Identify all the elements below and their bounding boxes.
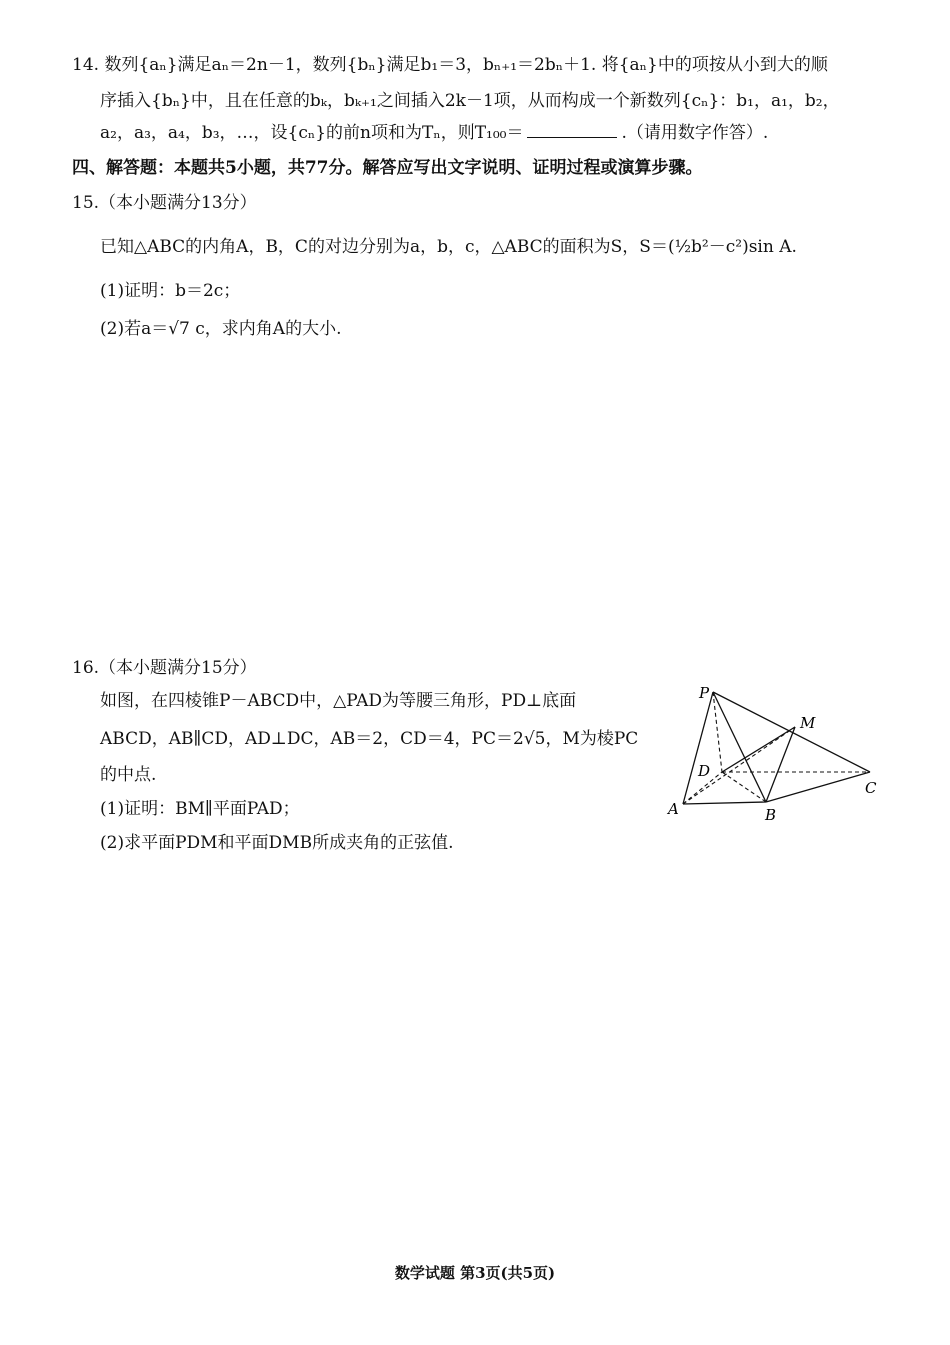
q15-part-1: (1)证明：b＝2c； bbox=[100, 281, 241, 301]
q15-part-2: (2)若a＝√7 c，求内角A的大小. bbox=[100, 319, 342, 339]
q14-line-3 bbox=[100, 118, 768, 143]
edge-PB bbox=[713, 692, 766, 802]
answer-blank bbox=[527, 136, 617, 138]
q15-header: 15.（本小题满分13分） bbox=[72, 193, 257, 213]
pyramid-figure bbox=[665, 680, 895, 830]
q16-line-3: 的中点. bbox=[100, 765, 157, 785]
q16-header: 16.（本小题满分15分） bbox=[72, 658, 257, 678]
edge-PA bbox=[683, 692, 713, 804]
edge-PD bbox=[713, 692, 722, 772]
q14-line-3-suffix: .（请用数字作答）. bbox=[621, 123, 769, 143]
label-C: C bbox=[865, 779, 877, 797]
label-B: B bbox=[765, 806, 777, 824]
label-A: A bbox=[668, 800, 679, 818]
q14-line-2: 序插入{bₙ}中，且在任意的bₖ，bₖ₊₁之间插入2k－1项，从而构成一个新数列{cₙ}：b₁，a₁，b₂， bbox=[100, 91, 840, 111]
edge-AB bbox=[683, 802, 766, 804]
edge-PC bbox=[713, 692, 870, 772]
q16-line-2: ABCD，AB∥CD，AD⊥DC，AB＝2，CD＝4，PC＝2√5，M为棱PC bbox=[100, 729, 639, 749]
q14-line-3-prefix: a₂，a₃，a₄，b₃，…，设{cₙ}的前n项和为Tₙ，则T₁₀₀＝ bbox=[100, 123, 524, 143]
q16-line-1: 如图，在四棱锥P－ABCD中，△PAD为等腰三角形，PD⊥底面 bbox=[100, 691, 577, 711]
q16-part-2: (2)求平面PDM和平面DMB所成夹角的正弦值. bbox=[100, 833, 454, 853]
label-M: M bbox=[800, 714, 816, 732]
segment-BM bbox=[766, 727, 795, 802]
edge-BC bbox=[766, 772, 870, 802]
label-D: D bbox=[698, 762, 711, 780]
q14-line-1: 14. 数列{aₙ}满足aₙ＝2n－1，数列{bₙ}满足b₁＝3，bₙ₊₁＝2bₙ＋1. 将{aₙ}中的项按从小到大的顺 bbox=[72, 55, 828, 75]
q16-part-1: (1)证明：BM∥平面PAD； bbox=[100, 799, 300, 819]
label-P: P bbox=[699, 684, 710, 702]
page-footer: 数学试题 第3页(共5页) bbox=[394, 1264, 556, 1282]
section-heading: 四、解答题：本题共5小题，共77分。解答应写出文字说明、证明过程或演算步骤。 bbox=[72, 158, 703, 178]
q15-stem: 已知△ABC的内角A，B，C的对边分别为a，b，c，△ABC的面积为S，S＝(½b²－c²)sin A. bbox=[100, 237, 797, 257]
